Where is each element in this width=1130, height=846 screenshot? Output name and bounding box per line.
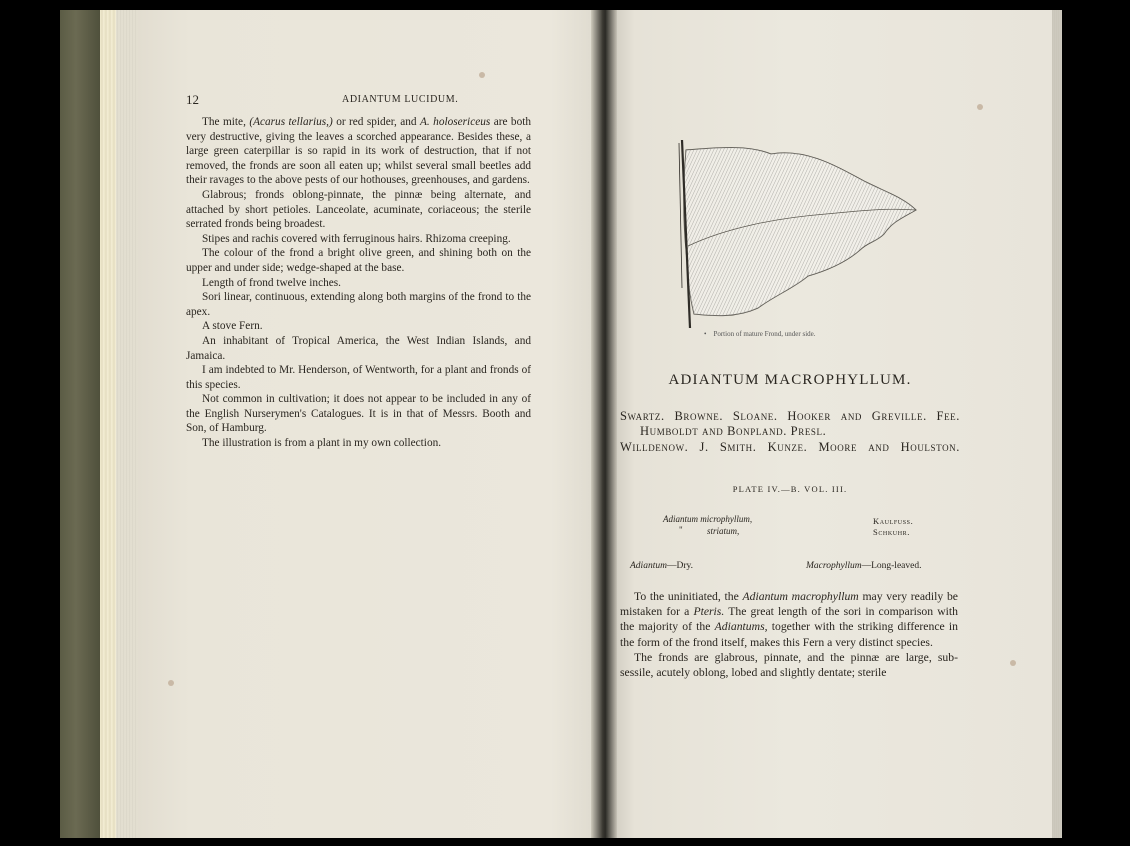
book-gutter [591,10,617,838]
figure-caption: • Portion of mature Frond, under side. [704,330,816,338]
paragraph: The colour of the frond a bright olive green, and shining both on the upper and under side; wedge-shaped at the base. [186,247,531,274]
plate-reference: PLATE IV.—B. VOL. III. [732,484,848,494]
foxing-spot [977,104,983,110]
etymology: Macrophyllum—Long-leaved. [806,561,922,571]
paragraph: The fronds are glabrous, pinnate, and the pinnæ are large, sub-sessile, acutely oblong, lobed and slightly dentate; sterile [620,650,958,680]
paragraph: A stove Fern. [202,320,263,333]
left-page-text [186,115,531,451]
paragraph: The mite, (Acarus tellarius,) or red spider, and A. holosericeus are both very destructive, giving the leaves a scorched appearance. Besides these, a large green caterpillar is so rapid in its work of destruction, that if not removed, the fronds are soon all eaten up; whilst several small beetles add their ravages to the above pests of our hothouses, greenhouses, and gardens. [186,116,532,187]
authorities-line: Humboldt and Bonpland. Presl. [640,424,827,438]
species-title: ADIANTUM MACROPHYLLUM. [668,372,912,388]
paragraph: An inhabitant of Tropical America, the West Indian Islands, and Jamaica. [186,334,531,362]
fern-frond-illustration [676,138,922,328]
caption-marker: • [704,330,714,338]
foxing-spot [168,680,174,686]
paragraph: The illustration is from a plant in my own collection. [202,437,442,450]
running-head: ADIANTUM LUCIDUM. [342,94,459,105]
foxing-spot [1010,660,1016,666]
foxing-spot [479,72,485,78]
synonym-authority: Schkuhr. [873,527,910,537]
paragraph: Not common in cultivation; it does not appear to be included in any of the English Nurserymen's Catalogues. It is in that of Messrs. Booth and Son, of Hamburg. [186,393,531,435]
right-page-edge [1052,10,1062,838]
paragraph: Glabrous; fronds oblong-pinnate, the pinnæ being alternate, and attached by short petioles. Lanceolate, acuminate, coriaceous; the sterile serrated fronds being broadest. [186,188,531,231]
paragraph: Stipes and rachis covered with ferruginous hairs. Rhizoma creeping. [202,232,511,245]
right-page-text [620,589,958,680]
synonym: Adiantum microphyllum, [663,514,753,524]
paragraph: I am indebted to Mr. Henderson, of Wentworth, for a plant and fronds of this species. [186,364,531,391]
ditto-mark: " [679,525,683,535]
page-number: 12 [186,92,199,107]
authorities-line: Swartz. Browne. Sloane. Hooker and Greville. Fee. [620,409,960,423]
etymology: Adiantum—Dry. [630,561,693,571]
authorities-line: Willdenow. J. Smith. Kunze. Moore and Houlston. [620,440,960,454]
paragraph: Sori linear, continuous, extending along both margins of the frond to the apex. [186,291,531,318]
synonym-authority: Kaulfuss. [873,516,914,526]
synonym: striatum, [707,526,740,536]
book-cover-edge [60,10,100,838]
paragraph: To the uninitiated, the Adiantum macrophyllum may very readily be mistaken for a Pteris. The great length of the sori in comparison with the majority of the Adiantums, together with the striking difference in the form of the frond itself, makes this Fern a very distinct species. [620,590,958,649]
paragraph: Length of frond twelve inches. [202,276,341,289]
